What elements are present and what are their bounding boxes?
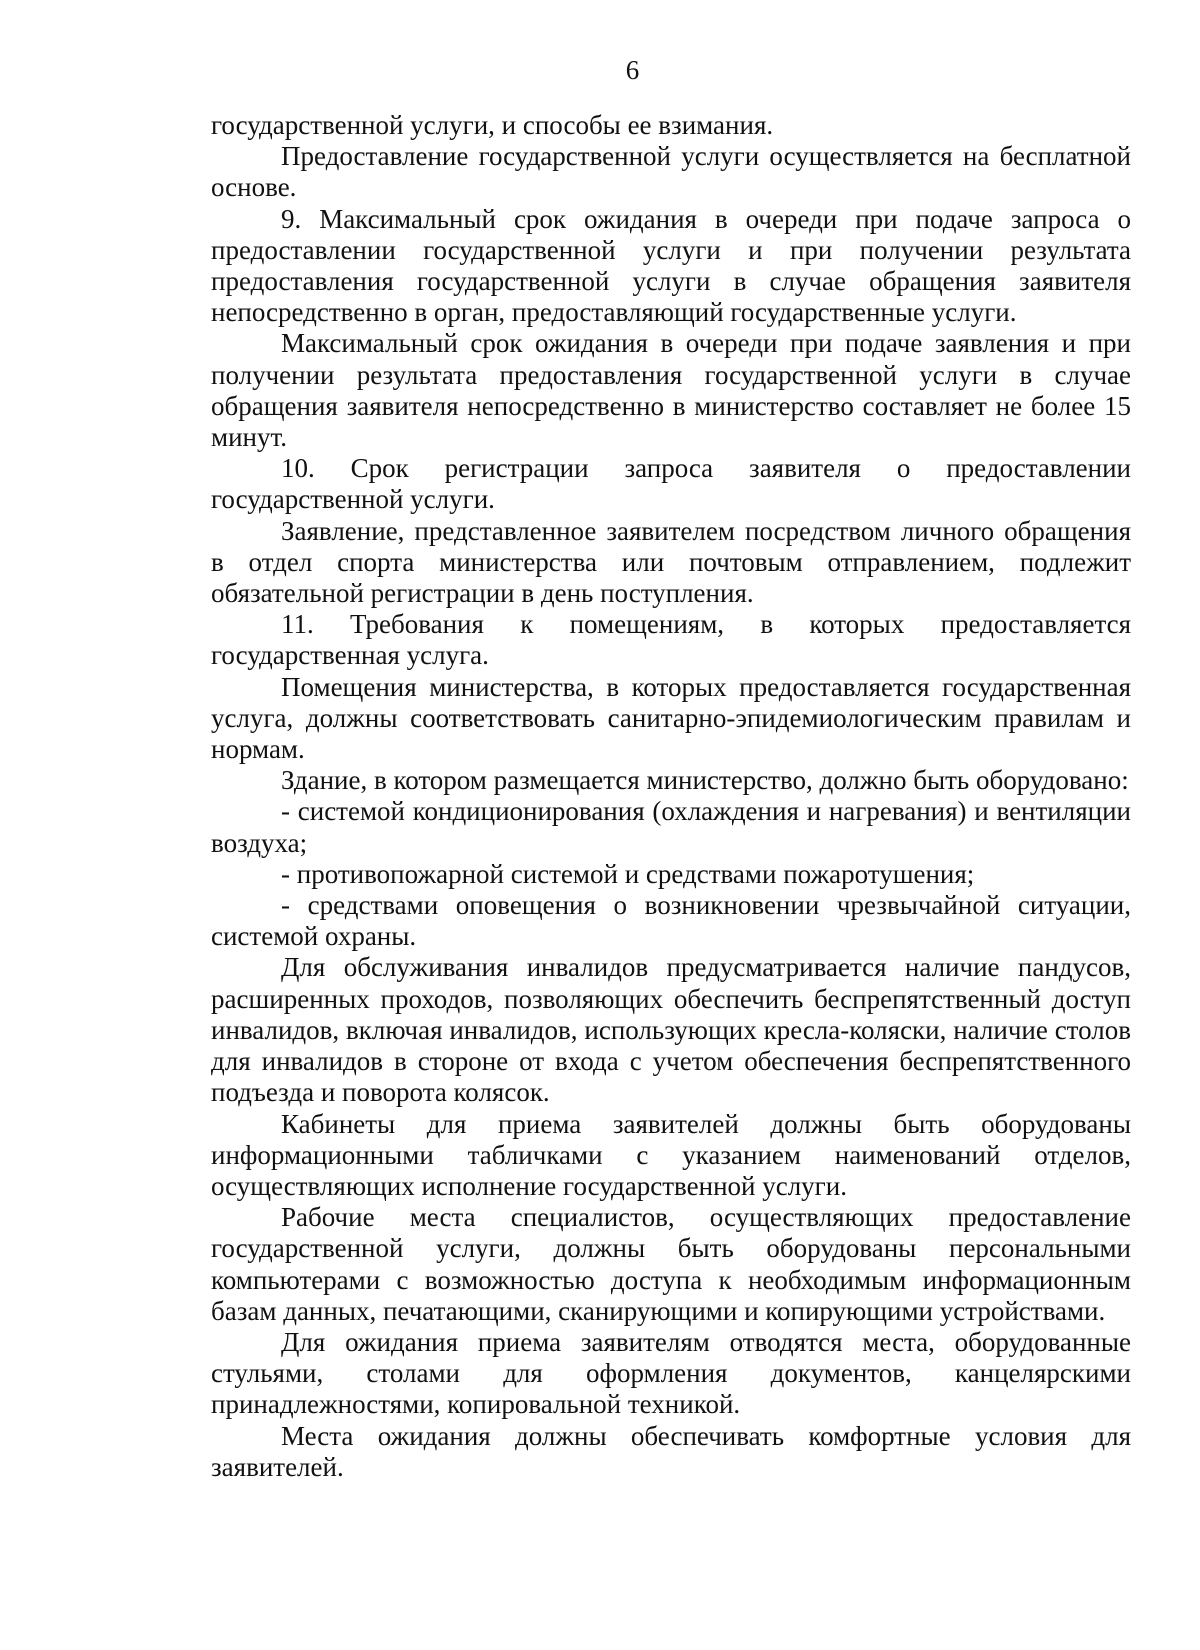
paragraph-free-of-charge: Предоставление государственной услуги осуществляется на бесплатной основе.: [211, 141, 1131, 203]
document-body: [211, 110, 1131, 1483]
paragraph-waiting-comfort: Места ожидания должны обеспечивать комфортные условия для заявителей.: [211, 1420, 1131, 1482]
paragraph-section-9-title: 9. Максимальный срок ожидания в очереди при подаче запроса о предоставлении государственной услуги и при получении результата предоставления государственной услуги в случае обращения заявителя непосредственно в орган, предоставляющий государственные услуги.: [211, 203, 1131, 328]
page-number: 6: [625, 55, 640, 85]
list-item-fire-system: - противопожарной системой и средствами пожаротушения;: [281, 858, 975, 889]
paragraph-fee-methods-end: государственной услуги, и способы ее взимания.: [211, 110, 774, 140]
paragraph-registration: Заявление, представленное заявителем посредством личного обращения в отдел спорта министерства или почтовым отправлением, подлежит обязательной регистрации в день поступления.: [211, 515, 1131, 609]
paragraph-waiting-places: Для ожидания приема заявителям отводятся места, оборудованные стульями, столами для оформления документов, канцелярскими принадлежностями, копировальной техникой.: [211, 1326, 1131, 1420]
list-item-emergency-alert: - средствами оповещения о возникновении чрезвычайной ситуации, системой охраны.: [211, 890, 1131, 952]
paragraph-building-equipped: Здание, в котором размещается министерство, должно быть оборудовано:: [281, 765, 1129, 796]
paragraph-disabled-access: Для обслуживания инвалидов предусматривается наличие пандусов, расширенных проходов, позволяющих обеспечить беспрепятственный доступ инвалидов, включая инвалидов, использующих кресла-коляски, наличие столов для инвалидов в стороне от входа с учетом обеспечения беспрепятственного подъезда и поворота колясок.: [211, 952, 1131, 1108]
paragraph-office-signs: Кабинеты для приема заявителей должны быть оборудованы информационными табличками с указанием наименований отделов, осуществляющих исполнение государственной услуги.: [211, 1108, 1131, 1201]
paragraph-section-10-title: 10. Срок регистрации запроса заявителя о предоставлении государственной услуги.: [211, 453, 1131, 515]
paragraph-premises-sanitary: Помещения министерства, в которых предоставляется государственная услуга, должны соответствовать санитарно-эпидемиологическим правилам и нормам.: [211, 671, 1131, 765]
paragraph-queue-time: Максимальный срок ожидания в очереди при подаче заявления и при получении результата предоставления государственной услуги в случае обращения заявителя непосредственно в министерство составляет не более 15 минут.: [211, 328, 1131, 453]
list-item-air-conditioning: - системой кондиционирования (охлаждения и нагревания) и вентиляции воздуха;: [211, 796, 1131, 858]
paragraph-section-11-title: 11. Требования к помещениям, в которых предоставляется государственная услуга.: [211, 609, 1131, 671]
paragraph-workstations: Рабочие места специалистов, осуществляющих предоставление государственной услуги, должны быть оборудованы персональными компьютерами с возможностью доступа к необходимым информационным базам данных, печатающими, сканирующими и копирующими устройствами.: [211, 1202, 1131, 1326]
